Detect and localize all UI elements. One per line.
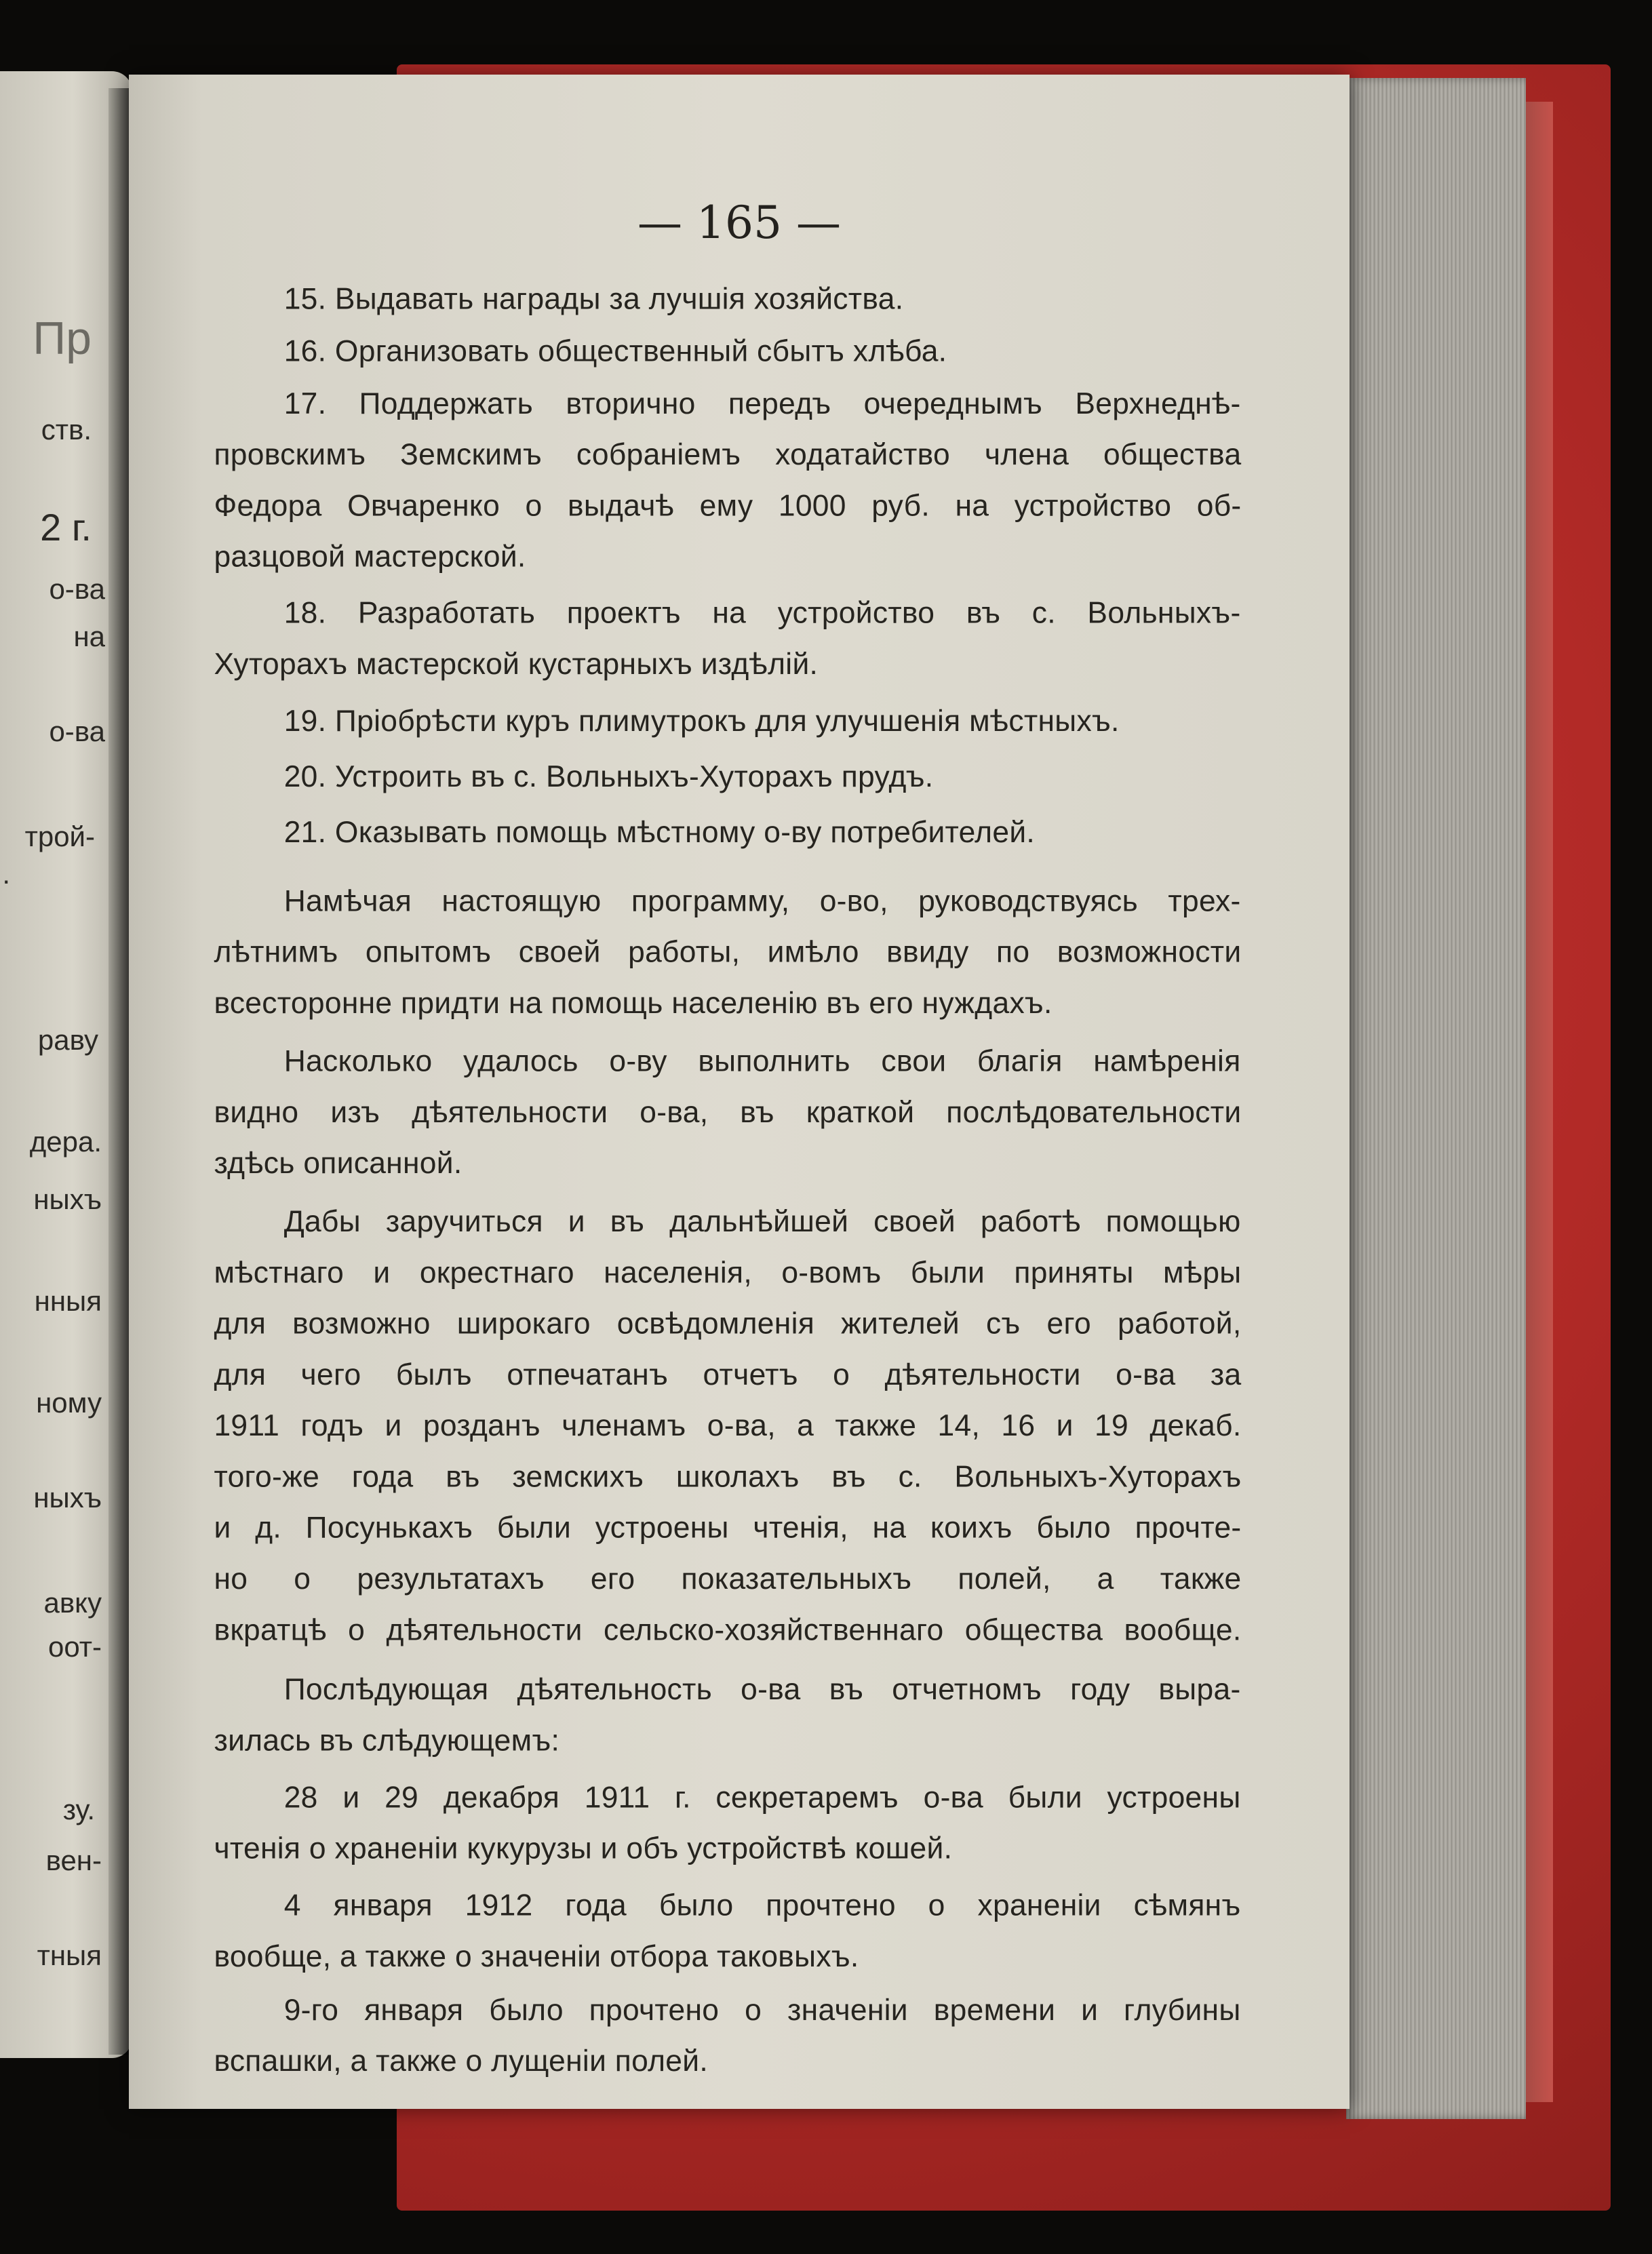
- text-line: мѣстнаго и окрестнаго населенія, о-вомъ были приняты мѣры: [214, 1254, 1242, 1290]
- text-line: Хуторахъ мастерской кустарныхъ издѣлій.: [214, 646, 819, 681]
- text-line: провскимъ Земскимъ собраніемъ ходатайство члена общества: [214, 437, 1242, 471]
- left-page-line: .: [2, 858, 10, 890]
- cover-edge: [1526, 102, 1553, 2102]
- left-page-line: раву: [37, 1024, 98, 1056]
- text-line: 19. Пріобрѣсти куръ плимутрокъ для улучшенія мѣстныхъ.: [283, 703, 1120, 738]
- left-page-line: Пр: [33, 313, 92, 364]
- text-line: и д. Посунькахъ были устроены чтенія, на коихъ было прочте-: [214, 1510, 1242, 1545]
- left-page-line: ныхъ: [33, 1482, 102, 1514]
- text-line: 4 января 1912 года было прочтено о храненіи сѣмянъ: [283, 1888, 1241, 1922]
- text-line: 17. Поддержать вторично передъ очереднымъ Верхнеднѣ-: [283, 386, 1241, 420]
- left-page-line: на: [73, 620, 105, 652]
- text-line: здѣсь описанной.: [214, 1145, 463, 1180]
- text-line: вообще, а также о значеніи отбора таковыхъ.: [214, 1939, 859, 1973]
- left-page-line: трой-: [24, 820, 95, 852]
- text-line: 20. Устроить въ с. Вольныхъ-Хуторахъ прудъ.: [283, 759, 934, 793]
- page: [129, 75, 1350, 2109]
- left-page-line: дера.: [29, 1126, 102, 1158]
- left-page-line: ному: [36, 1387, 102, 1419]
- text-line: разцовой мастерской.: [214, 539, 526, 574]
- text-line: зилась въ слѣдующемъ:: [214, 1722, 560, 1758]
- text-line: для возможно широкаго освѣдомленія жителей съ его работой,: [214, 1306, 1242, 1341]
- left-page-line: вен-: [45, 1844, 102, 1876]
- page-number: — 165 —: [637, 197, 841, 249]
- text-line: вкратцѣ о дѣятельности сельско-хозяйственнаго общества вообще.: [214, 1612, 1242, 1646]
- text-line: 28 и 29 декабря 1911 г. секретаремъ о-ва были устроены: [283, 1779, 1241, 1814]
- text-line: Насколько удалось о-ву выполнить свои благія намѣренія: [283, 1044, 1241, 1078]
- text-line: 16. Организовать общественный сбытъ хлѣба.: [283, 334, 947, 368]
- text-line: чтенія о храненіи кукурузы и объ устройствѣ кошей.: [214, 1831, 953, 1865]
- text-line: 15. Выдавать награды за лучшія хозяйства.: [283, 281, 904, 316]
- text-line: всесторонне придти на помощь населенію въ его нуждахъ.: [214, 985, 1053, 1020]
- left-page-line: о-ва: [49, 573, 105, 605]
- left-page-line: ныхъ: [33, 1183, 102, 1215]
- text-line: Дабы заручиться и въ дальнѣйшей своей работѣ помощью: [283, 1204, 1241, 1238]
- text-line: 18. Разработать проектъ на устройство въ с. Вольныхъ-: [283, 595, 1241, 630]
- text-line: Намѣчая настоящую программу, о-во, руководствуясь трех-: [283, 883, 1241, 917]
- left-page-line: ств.: [41, 414, 92, 446]
- text-line: вспашки, а также о лущеніи полей.: [214, 2043, 708, 2078]
- left-page-line: нныя: [34, 1285, 102, 1317]
- text-line: Федора Овчаренко о выдачѣ ему 1000 руб. на устройство об-: [214, 488, 1242, 523]
- text-line: 9-го января было прочтено о значеніи времени и глубины: [283, 1992, 1241, 2027]
- left-page-line: оот-: [47, 1631, 102, 1663]
- text-line: 21. Оказывать помощь мѣстному о-ву потребителей.: [283, 814, 1036, 849]
- text-line: 1911 годъ и розданъ членамъ о-ва, а также 14, 16 и 19 декаб.: [214, 1408, 1242, 1442]
- text-line: того-же года въ земскихъ школахъ въ с. Вольныхъ-Хуторахъ: [214, 1459, 1242, 1494]
- text-line: для чего былъ отпечатанъ отчетъ о дѣятельности о-ва за: [214, 1357, 1242, 1391]
- page-block-edges: [1346, 78, 1526, 2119]
- left-page-line: о-ва: [49, 715, 105, 747]
- text-line: но о результатахъ его показательныхъ полей, а также: [214, 1561, 1242, 1596]
- left-page-line: авку: [43, 1587, 102, 1619]
- text-line: Послѣдующая дѣятельность о-ва въ отчетномъ году выра-: [283, 1672, 1241, 1706]
- left-page-line: зу.: [62, 1794, 95, 1825]
- text-line: лѣтнимъ опытомъ своей работы, имѣло ввиду по возможности: [214, 934, 1242, 969]
- text-line: видно изъ дѣятельности о-ва, въ краткой послѣдовательности: [214, 1094, 1242, 1129]
- left-page-line: 2 г.: [40, 506, 92, 549]
- left-page-line: тныя: [37, 1939, 102, 1971]
